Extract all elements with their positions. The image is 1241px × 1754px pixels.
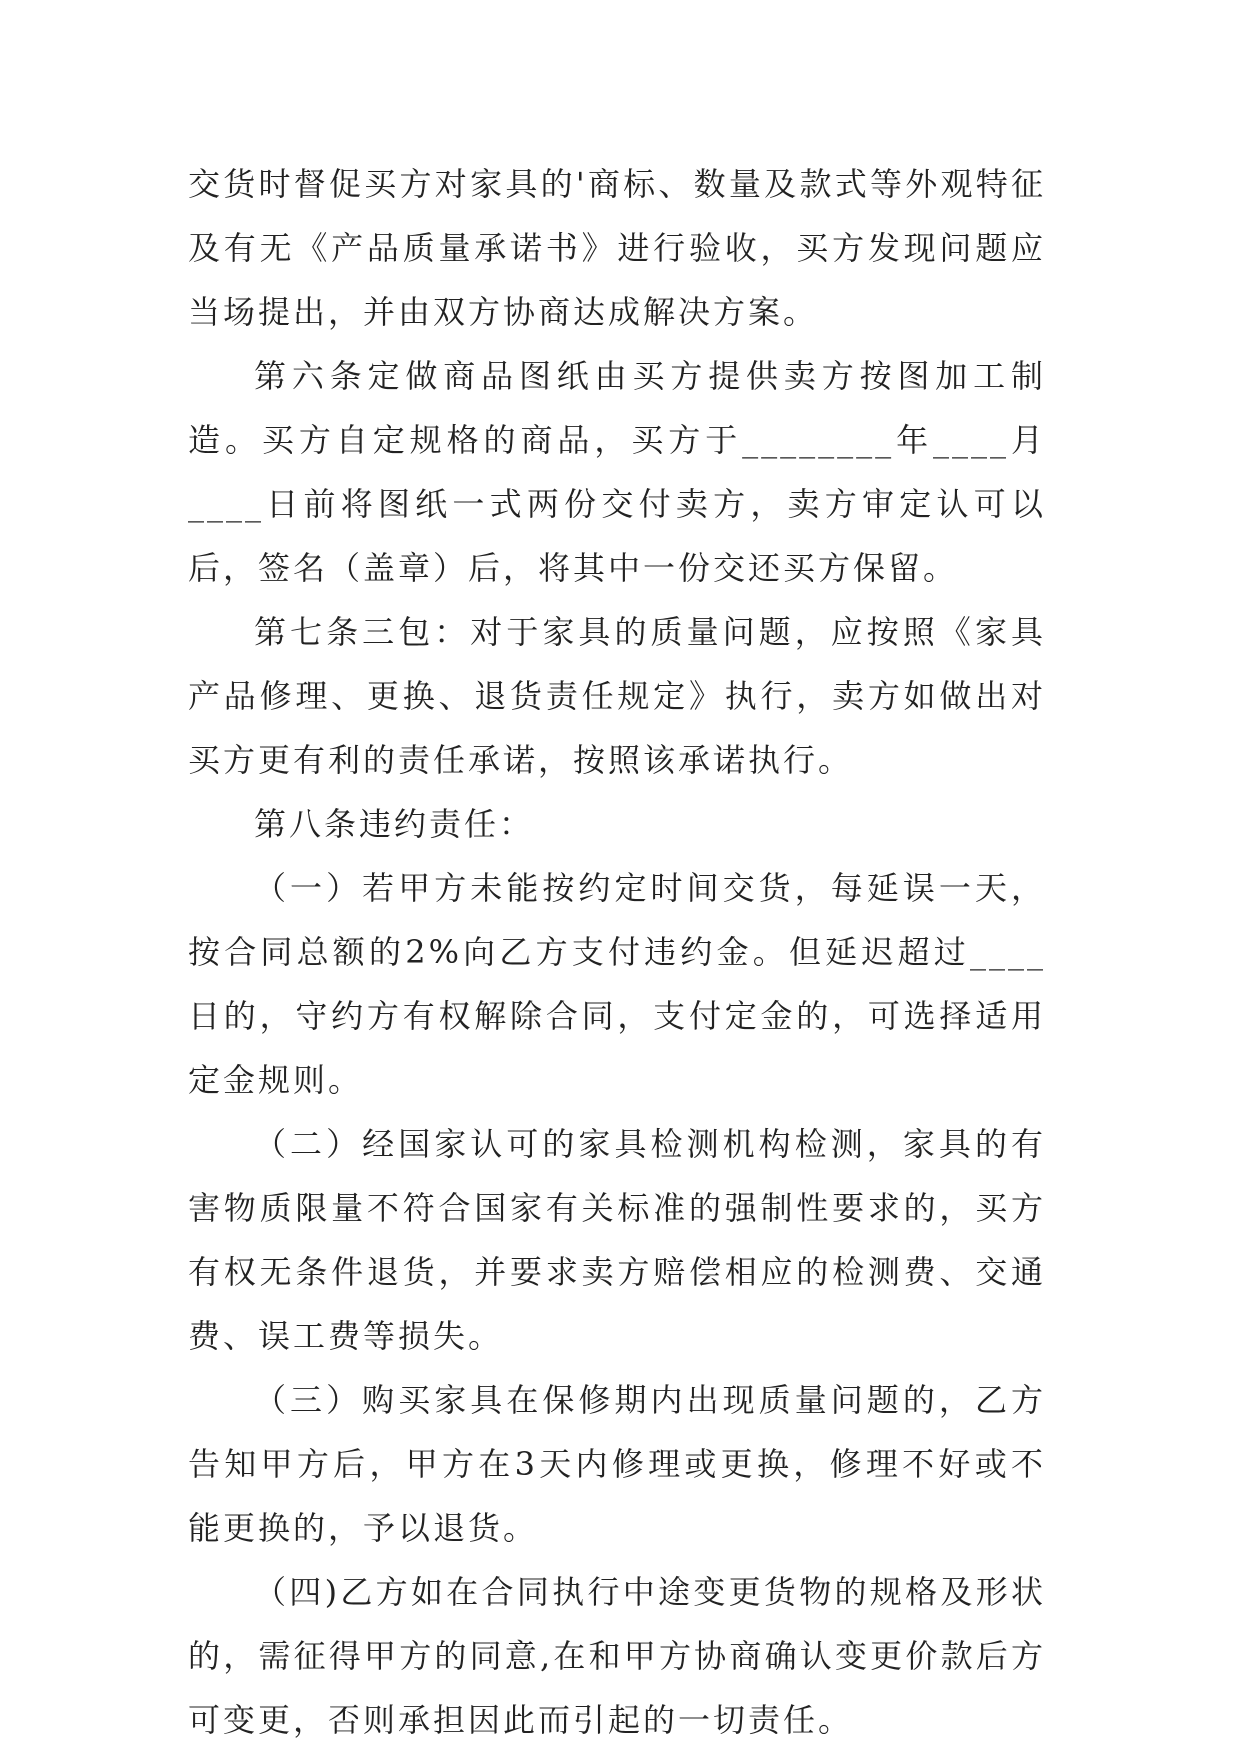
paragraph-article-8-heading: 第八条违约责任： <box>254 805 535 843</box>
paragraph-breach-item-2: （二）经国家认可的家具检测机构检测，家具的有害物质限量不符合国家有关标准的强制性要求的，买方有权无条件退货，并要求卖方赔偿相应的检测费、交通费、误工费等损失。 <box>188 1125 1046 1355</box>
paragraph-breach-item-1: （一）若甲方未能按约定时间交货，每延误一天，按合同总额的2%向乙方支付违约金。但延迟超过____日的，守约方有权解除合同，支付定金的，可选择适用定金规则。 <box>188 869 1046 1099</box>
paragraph-breach-item-3: （三）购买家具在保修期内出现质量问题的，乙方告知甲方后，甲方在3天内修理或更换，修理不好或不能更换的，予以退货。 <box>188 1381 1046 1547</box>
paragraph-delivery-inspection: 交货时督促买方对家具的'商标、数量及款式等外观特征及有无《产品质量承诺书》进行验收，买方发现问题应当场提出，并由双方协商达成解决方案。 <box>188 165 1046 331</box>
paragraph-article-6: 第六条定做商品图纸由买方提供卖方按图加工制造。买方自定规格的商品，买方于________年____月____日前将图纸一式两份交付卖方，卖方审定认可以后，签名（盖章）后，将其中一份交还买方保留。 <box>188 357 1046 587</box>
paragraph-breach-item-4: （四)乙方如在合同执行中途变更货物的规格及形状的，需征得甲方的同意,在和甲方协商确认变更价款后方可变更，否则承担因此而引起的一切责任。 <box>188 1573 1046 1739</box>
paragraph-article-7: 第七条三包：对于家具的质量问题，应按照《家具产品修理、更换、退货责任规定》执行，卖方如做出对买方更有利的责任承诺，按照该承诺执行。 <box>188 613 1046 779</box>
document-body <box>188 152 1046 1752</box>
